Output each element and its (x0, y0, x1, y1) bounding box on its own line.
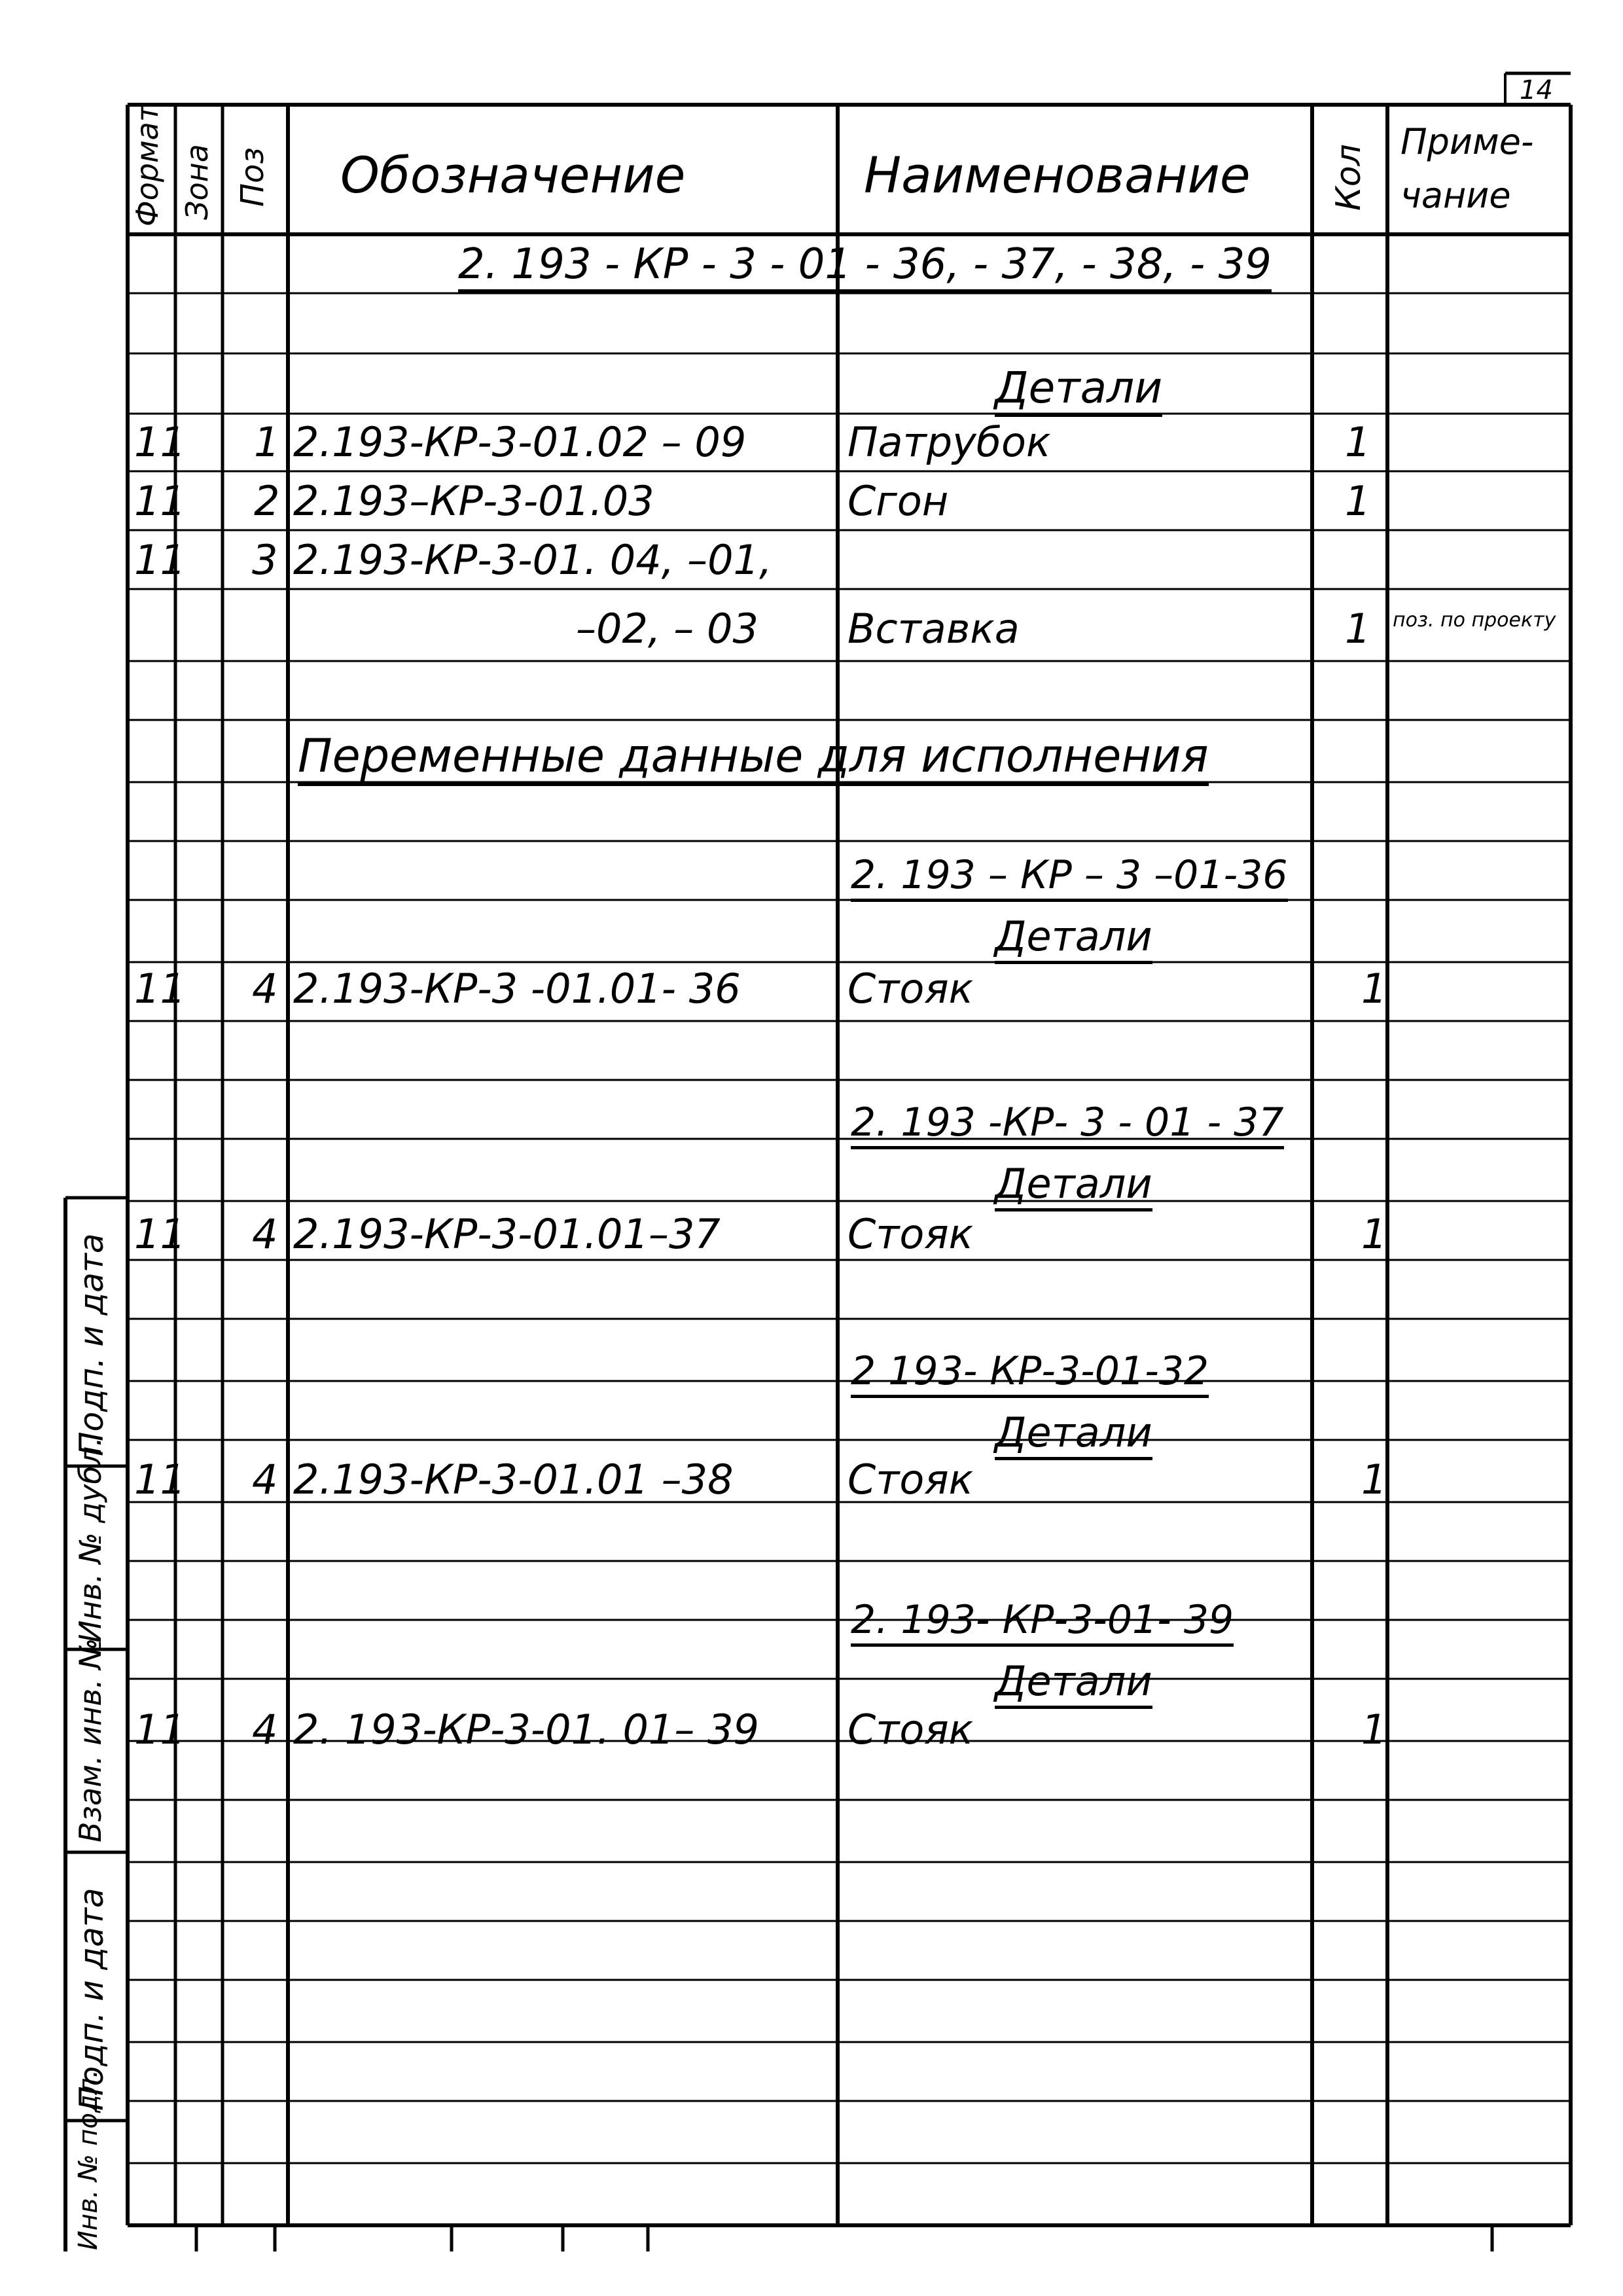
variant-39-format: 11 (134, 1706, 186, 1753)
header-name: Наименование (864, 146, 1251, 204)
document-code-title: 2. 193 - КР - 3 - 01 - 36, - 37, - 38, - 39 (458, 243, 1272, 293)
variant-37-format: 11 (134, 1210, 186, 1258)
sheet-number: 14 (1520, 75, 1553, 105)
row-1-qty: 1 (1345, 418, 1371, 466)
variant-39-designation: 2. 193-КР-3-01. 01– 39 (293, 1706, 759, 1753)
row-1-pos: 1 (254, 418, 280, 466)
side-stamp-sign-date-1: Подп. и дата (73, 1233, 111, 1456)
variant-38-name: Стояк (847, 1456, 974, 1503)
header-note-line2: чание (1400, 175, 1511, 216)
row-2-designation: 2.193–КР-3-01.03 (293, 477, 654, 525)
row-1-name: Патрубок (847, 418, 1051, 466)
variant-37-name: Стояк (847, 1210, 974, 1258)
variant-36-format: 11 (134, 965, 186, 1013)
variant-36-code: 2. 193 – КР – 3 –01-36 (851, 855, 1288, 902)
side-stamp-dup-inv-no: Инв. № дубл. (73, 1437, 108, 1643)
side-stamp-orig-inv-no: Инв. № подл. (73, 2070, 103, 2250)
variant-36-designation: 2.193-КР-3 -01.01- 36 (293, 965, 741, 1013)
header-qty: Кол (1329, 144, 1368, 211)
variant-36-qty: 1 (1361, 965, 1387, 1013)
header-zone: Зона (179, 144, 215, 220)
variant-39-name: Стояк (847, 1706, 974, 1753)
variant-39-qty: 1 (1361, 1706, 1387, 1753)
row-1-designation: 2.193-КР-3-01.02 – 09 (293, 418, 747, 466)
row-4-note: поз. по проекту (1393, 609, 1556, 632)
variant-39-group: Детали (995, 1661, 1152, 1709)
variant-38-qty: 1 (1361, 1456, 1387, 1503)
variant-38-designation: 2.193-КР-3-01.01 –38 (293, 1456, 734, 1503)
side-stamp-replace-inv-no: Взам. инв. № (73, 1638, 108, 1842)
variant-39-pos: 4 (252, 1706, 278, 1753)
variant-37-designation: 2.193-КР-3-01.01–37 (293, 1210, 721, 1258)
variant-38-code: 2 193- КР-3-01-32 (851, 1352, 1209, 1398)
row-2-pos: 2 (254, 477, 280, 525)
variant-37-pos: 4 (252, 1210, 278, 1258)
row-3-pos: 3 (252, 536, 278, 584)
variant-38-pos: 4 (252, 1456, 278, 1503)
header-format: Формат (130, 104, 165, 226)
variable-data-heading: Переменные данные для исполнения (298, 733, 1209, 786)
variant-38-group: Детали (995, 1412, 1152, 1460)
row-2-format: 11 (134, 477, 186, 525)
header-pos: Поз (234, 147, 271, 207)
variant-37-qty: 1 (1361, 1210, 1387, 1258)
row-3-format: 11 (134, 536, 186, 584)
header-designation: Обозначение (340, 146, 686, 204)
row-2-qty: 1 (1345, 477, 1371, 525)
header-note-line1: Приме- (1400, 121, 1534, 162)
row-4-name: Вставка (847, 605, 1020, 653)
variant-36-pos: 4 (252, 965, 278, 1013)
variant-38-format: 11 (134, 1456, 186, 1503)
row-1-format: 11 (134, 418, 186, 466)
variant-39-code: 2. 193- КР-3-01- 39 (851, 1600, 1234, 1647)
row-4-qty: 1 (1345, 605, 1371, 653)
variant-37-code: 2. 193 -КР- 3 - 01 - 37 (851, 1103, 1284, 1149)
variant-37-group: Детали (995, 1164, 1152, 1211)
side-stamp-sign-date-2: Подп. и дата (73, 1888, 111, 2111)
variant-36-name: Стояк (847, 965, 974, 1013)
row-4-designation: –02, – 03 (576, 605, 758, 653)
row-2-name: Сгон (847, 477, 949, 525)
group-heading-details: Детали (995, 367, 1162, 417)
row-3-designation: 2.193-КР-3-01. 04, –01, (293, 536, 772, 584)
variant-36-group: Детали (995, 916, 1152, 964)
